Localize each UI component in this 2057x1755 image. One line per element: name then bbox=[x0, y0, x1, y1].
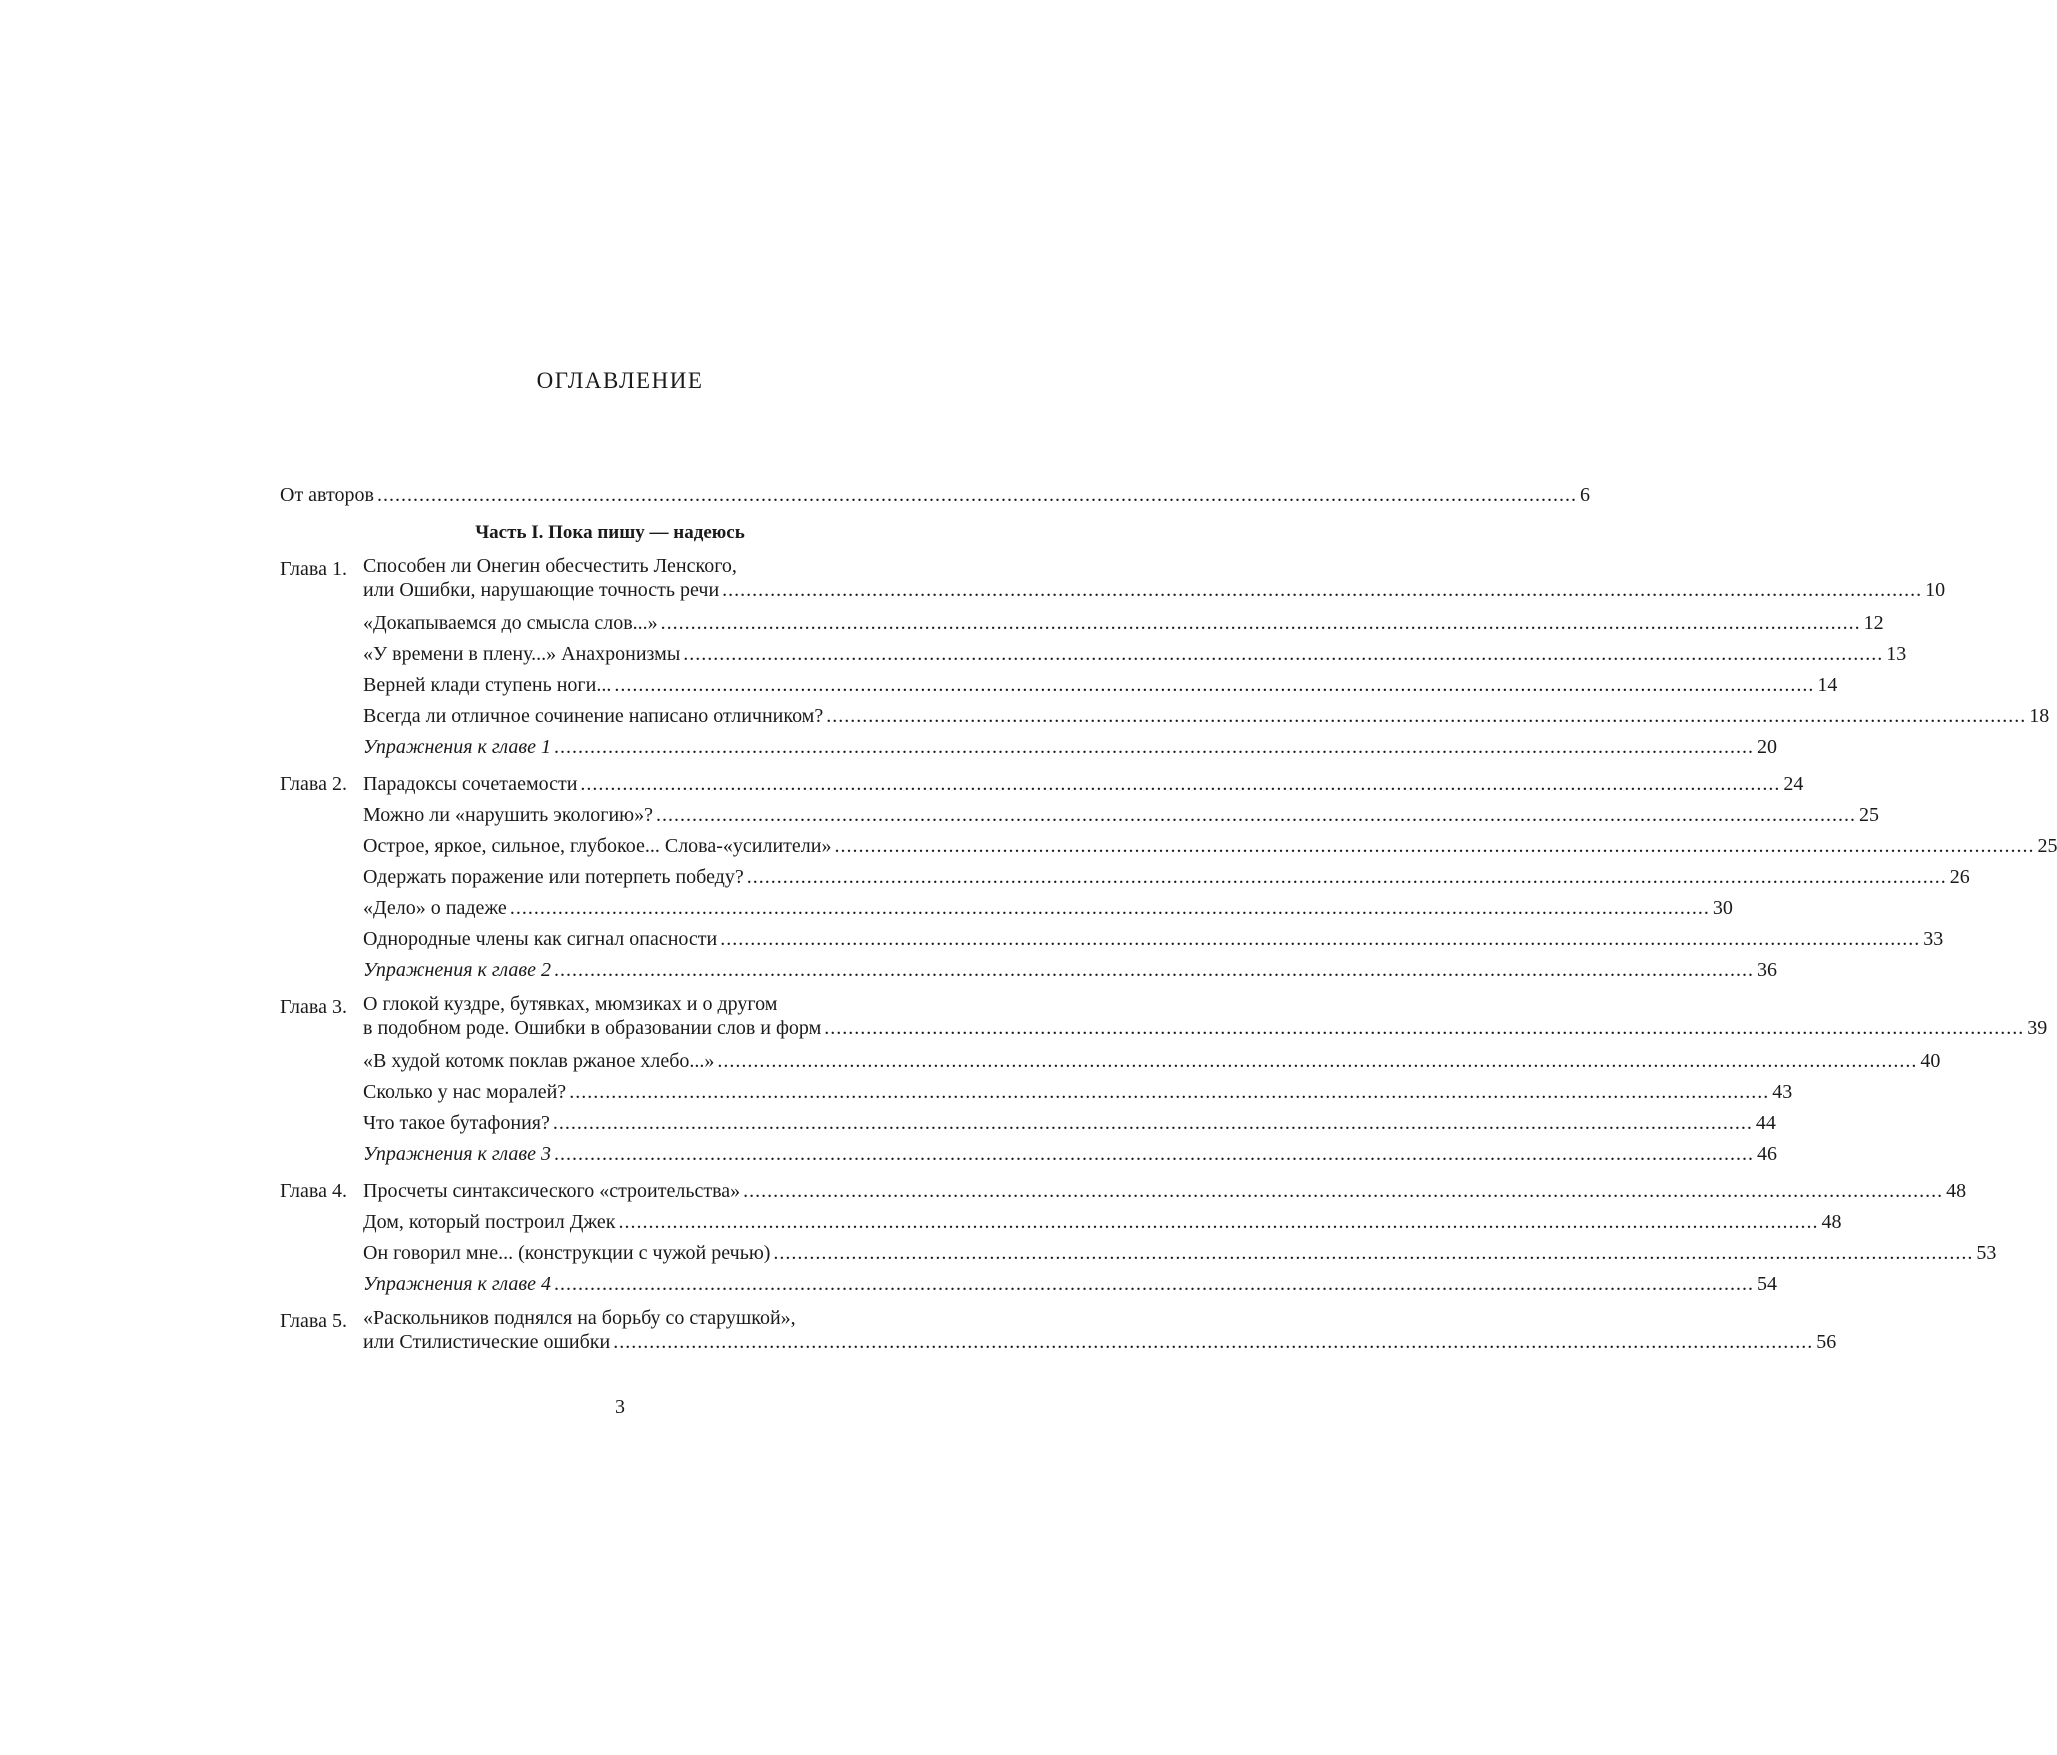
toc-entry: «В худой котомк поклав ржаное хлебо...» ........................................................................................................................................................................................................ 40 bbox=[363, 1046, 940, 1077]
dot-leader: ........................................................................................................................................................................................................ bbox=[656, 804, 1856, 826]
chapter-label: Глава 1. bbox=[280, 558, 347, 580]
dot-leader: ........................................................................................................................................................................................................ bbox=[613, 1331, 1814, 1353]
toc-entry: Верней клади ступень ноги... ........................................................................................................................................................................................................ 14 bbox=[363, 670, 940, 701]
dot-leader: ........................................................................................................................................................................................................ bbox=[618, 1211, 1819, 1233]
chapter-2 bbox=[280, 769, 2057, 986]
chapter-title-line: «Раскольников поднялся на борьбу со старушкой», bbox=[363, 1307, 796, 1329]
dot-leader: ........................................................................................................................................................................................................ bbox=[614, 674, 1815, 696]
toc-entry-page: 6 bbox=[1579, 484, 1590, 506]
toc-entry-title: От авторов bbox=[280, 484, 374, 506]
chapter-title-line: или Стилистические ошибки ........................................................................................................................................................................................................ 56 bbox=[363, 1331, 1837, 1353]
dot-leader: ........................................................................................................................................................................................................ bbox=[773, 1242, 1974, 1264]
dot-leader: ........................................................................................................................................................................................................ bbox=[553, 1273, 1754, 1295]
toc-entry-page: 56 bbox=[1816, 1331, 1837, 1353]
toc-entry-page: 39 bbox=[2027, 1017, 2048, 1039]
dot-leader: ........................................................................................................................................................................................................ bbox=[717, 1050, 1918, 1072]
dot-leader: ........................................................................................................................................................................................................ bbox=[553, 1143, 1754, 1165]
toc-entry-page: 48 bbox=[1946, 1180, 1967, 1202]
toc-entry: Он говорил мне... (конструкции с чужой речью) ........................................................................................................................................................................................................ 53 bbox=[363, 1238, 940, 1269]
toc-entry: «Дело» о падеже ........................................................................................................................................................................................................ 30 bbox=[363, 893, 940, 924]
dot-leader: ........................................................................................................................................................................................................ bbox=[720, 928, 1921, 950]
toc-entry: Что такое бутафония? ........................................................................................................................................................................................................ 44 bbox=[363, 1108, 940, 1139]
toc-entry: «У времени в плену...» Анахронизмы ........................................................................................................................................................................................................ 13 bbox=[363, 639, 940, 670]
chapter-title-line: Просчеты синтаксического «строительства» ........................................................................................................................................................................................................ 48 bbox=[363, 1176, 940, 1207]
chapter-label: Глава 4. bbox=[280, 1180, 347, 1202]
toc-entry: «Докапываемся до смысла слов...» ........................................................................................................................................................................................................ 12 bbox=[363, 608, 940, 639]
chapter-5 bbox=[280, 1306, 1837, 1354]
toc-entry-exercises: Упражнения к главе 4 ........................................................................................................................................................................................................ 54 bbox=[363, 1269, 940, 1300]
dot-leader: ........................................................................................................................................................................................................ bbox=[552, 1112, 1753, 1134]
chapter-4 bbox=[280, 1176, 1997, 1300]
dot-leader: ........................................................................................................................................................................................................ bbox=[553, 959, 1754, 981]
dot-leader: ........................................................................................................................................................................................................ bbox=[509, 897, 1710, 919]
chapter-title-line: О глокой куздре, бутявках, мюмзиках и о другом bbox=[363, 993, 778, 1015]
toc-entry-page: 24 bbox=[1783, 773, 1804, 795]
dot-leader: ........................................................................................................................................................................................................ bbox=[553, 736, 1754, 758]
chapter-title-line: в подобном роде. Ошибки в образовании слов и форм ........................................................................................................................................................................................................ 39 bbox=[363, 1017, 2048, 1039]
table-of-contents bbox=[280, 480, 2057, 1354]
chapter-title-line: Способен ли Онегин обесчестить Ленского, bbox=[363, 555, 737, 577]
toc-entry-page: 10 bbox=[1925, 579, 1946, 601]
toc-entry: Однородные члены как сигнал опасности ........................................................................................................................................................................................................ 33 bbox=[363, 924, 940, 955]
dot-leader: ........................................................................................................................................................................................................ bbox=[743, 1180, 1944, 1202]
toc-entry-exercises: Упражнения к главе 3 ........................................................................................................................................................................................................ 46 bbox=[363, 1139, 940, 1170]
dot-leader: ........................................................................................................................................................................................................ bbox=[580, 773, 1781, 795]
toc-entry: Всегда ли отличное сочинение написано отличником? ........................................................................................................................................................................................................ 18 bbox=[363, 701, 940, 732]
chapter-1 bbox=[280, 554, 2050, 763]
page-number: 3 bbox=[615, 1396, 625, 1418]
toc-entry: Дом, который построил Джек ........................................................................................................................................................................................................ 48 bbox=[363, 1207, 940, 1238]
dot-leader: ........................................................................................................................................................................................................ bbox=[746, 866, 1947, 888]
chapter-label: Глава 3. bbox=[280, 996, 347, 1018]
chapter-3 bbox=[280, 992, 2048, 1170]
toc-entry: Одержать поражение или потерпеть победу? ........................................................................................................................................................................................................ 26 bbox=[363, 862, 940, 893]
dot-leader: ........................................................................................................................................................................................................ bbox=[826, 705, 2027, 727]
dot-leader: ........................................................................................................................................................................................................ bbox=[376, 484, 1577, 506]
chapter-label: Глава 5. bbox=[280, 1310, 347, 1332]
toc-entry-intro bbox=[280, 480, 1590, 511]
page-title: ОГЛАВЛЕНИЕ bbox=[536, 368, 704, 393]
chapter-title-line: Парадоксы сочетаемости ........................................................................................................................................................................................................ 24 bbox=[363, 769, 940, 800]
toc-entry: Можно ли «нарушить экологию»? ........................................................................................................................................................................................................ 25 bbox=[363, 800, 940, 831]
dot-leader: ........................................................................................................................................................................................................ bbox=[660, 612, 1861, 634]
dot-leader: ........................................................................................................................................................................................................ bbox=[722, 579, 1923, 601]
chapter-title-line: или Ошибки, нарушающие точность речи ........................................................................................................................................................................................................ 10 bbox=[363, 579, 1946, 601]
dot-leader: ........................................................................................................................................................................................................ bbox=[569, 1081, 1770, 1103]
dot-leader: ........................................................................................................................................................................................................ bbox=[834, 835, 2035, 857]
toc-entry: Острое, яркое, сильное, глубокое... Слова-«усилители» ........................................................................................................................................................................................................ 25 bbox=[363, 831, 940, 862]
toc-entry-exercises: Упражнения к главе 1 ........................................................................................................................................................................................................ 20 bbox=[363, 732, 940, 763]
toc-entry: Сколько у нас моралей? ........................................................................................................................................................................................................ 43 bbox=[363, 1077, 940, 1108]
part-heading: Часть I. Пока пишу — надеюсь bbox=[475, 522, 745, 543]
dot-leader: ........................................................................................................................................................................................................ bbox=[824, 1017, 2025, 1039]
toc-entry-exercises: Упражнения к главе 2 ........................................................................................................................................................................................................ 36 bbox=[363, 955, 940, 986]
chapter-label: Глава 2. bbox=[280, 773, 347, 795]
dot-leader: ........................................................................................................................................................................................................ bbox=[683, 643, 1884, 665]
